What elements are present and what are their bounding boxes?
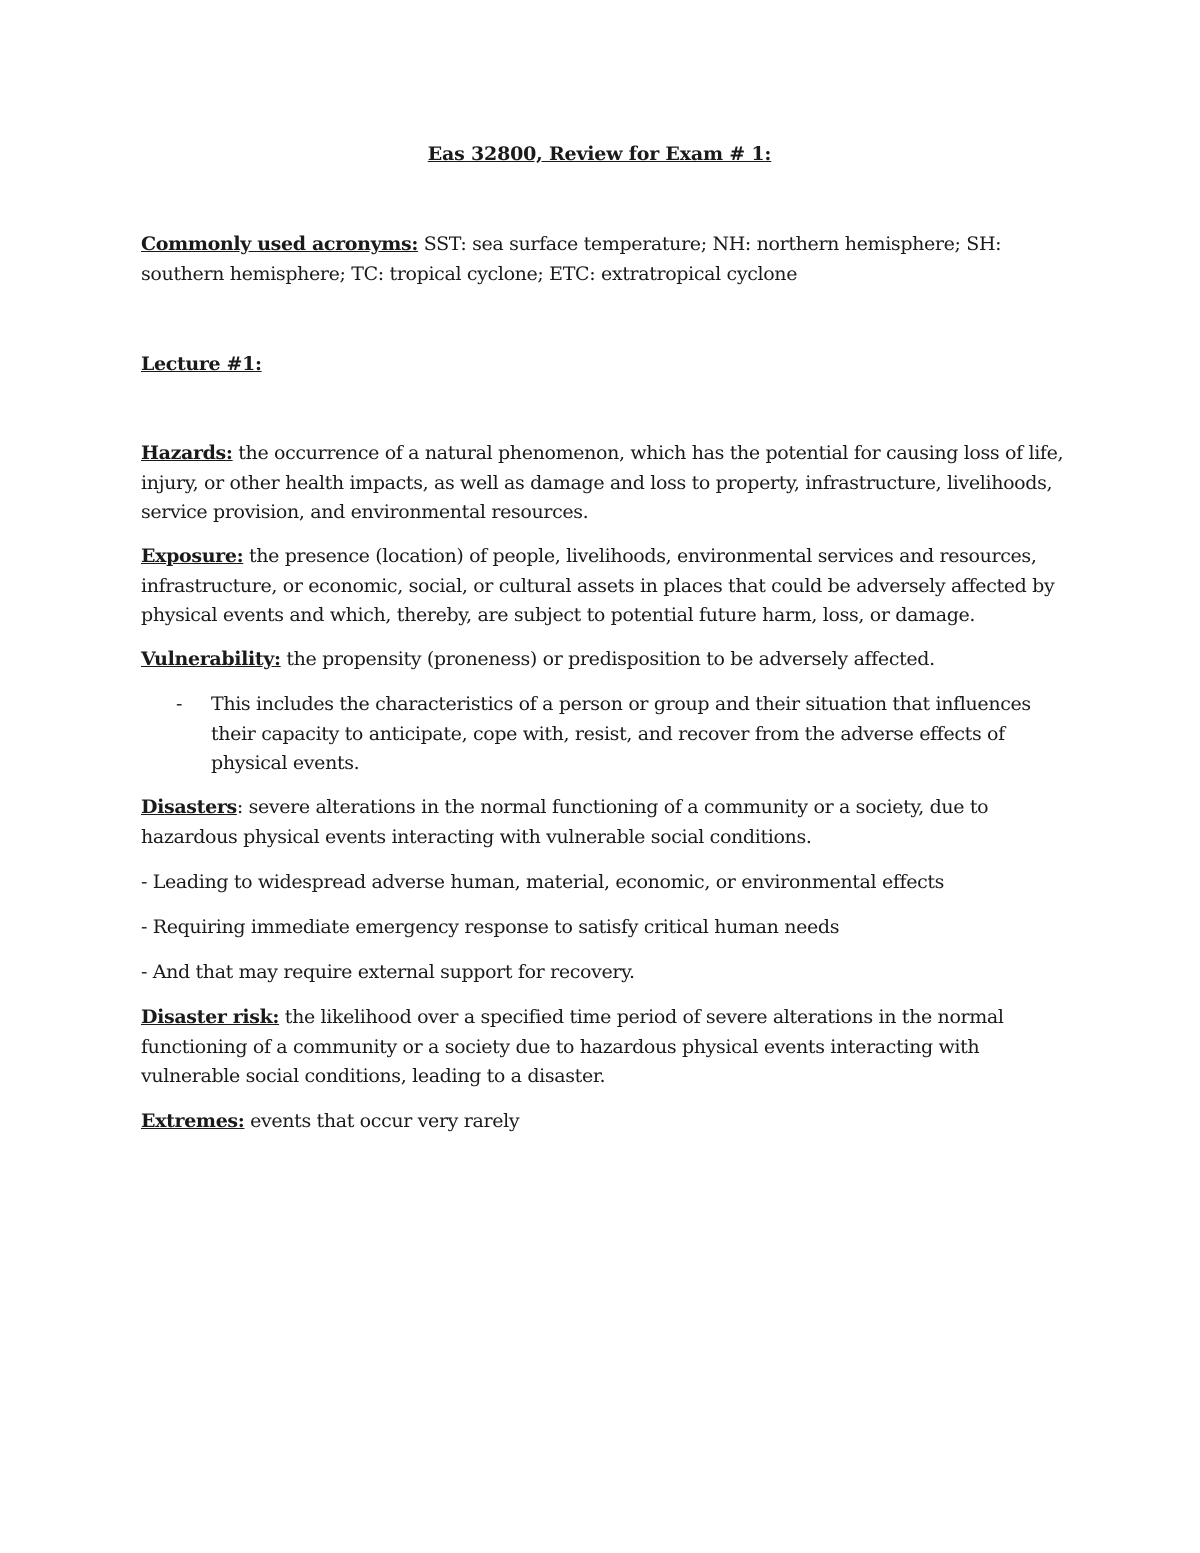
vulnerability-term: Vulnerability: bbox=[141, 648, 281, 670]
disasters-term: Disasters bbox=[141, 796, 237, 818]
acronyms-term: Commonly used acronyms: bbox=[141, 233, 419, 255]
extremes-term: Extremes: bbox=[141, 1110, 245, 1132]
disasters-point: - And that may require external support for recovery. bbox=[141, 961, 635, 983]
vulnerability-text: the propensity (proneness) or predisposition to be adversely affected. bbox=[280, 648, 935, 670]
disaster-risk-text: the likelihood over a specified time period of severe alterations in the normal functioning of a community or a society due to hazardous physical events interacting with vulnerable social conditions, leading to a disaster. bbox=[141, 1006, 1004, 1087]
exposure-paragraph bbox=[141, 542, 1066, 631]
extremes-paragraph bbox=[141, 1107, 1066, 1137]
lecture-heading bbox=[141, 350, 1066, 380]
hazards-term: Hazards: bbox=[141, 442, 233, 464]
vulnerability-paragraph bbox=[141, 645, 1066, 675]
hazards-paragraph bbox=[141, 439, 1066, 528]
page-title: Eas 32800, Review for Exam # 1: bbox=[427, 143, 772, 165]
exposure-text: the presence (location) of people, livelihoods, environmental services and resources, infrastructure, or economic, social, or cultural assets in places that could be adversely affected by physical events and which, thereby, are subject to potential future harm, loss, or damage. bbox=[141, 545, 1055, 626]
hazards-text: the occurrence of a natural phenomenon, which has the potential for causing loss of life, injury, or other health impacts, as well as damage and loss to property, infrastructure, livelihoods, service provision, and environmental resources. bbox=[141, 442, 1064, 523]
vulnerability-bullet: This includes the characteristics of a person or group and their situation that influences their capacity to anticipate, cope with, resist, and recover from the adverse effects of physical events. bbox=[211, 693, 1031, 774]
disaster-risk-paragraph bbox=[141, 1003, 1066, 1092]
acronyms-paragraph bbox=[141, 230, 1066, 289]
exposure-term: Exposure: bbox=[141, 545, 244, 567]
bullet-dash: - bbox=[176, 693, 183, 715]
disasters-text: : severe alterations in the normal functioning of a community or a society, due to hazardous physical events interacting with vulnerable social conditions. bbox=[141, 796, 989, 848]
disasters-paragraph bbox=[141, 793, 1066, 852]
extremes-text: events that occur very rarely bbox=[244, 1110, 520, 1132]
disasters-point: - Leading to widespread adverse human, material, economic, or environmental effects bbox=[141, 871, 945, 893]
lecture-heading-text: Lecture #1: bbox=[141, 353, 262, 375]
acronyms-text: SST: sea surface temperature; NH: northern hemisphere; SH: southern hemisphere; TC: tropical cyclone; ETC: extratropical cyclone bbox=[141, 233, 1002, 285]
disaster-risk-term: Disaster risk: bbox=[141, 1006, 280, 1028]
disasters-point: - Requiring immediate emergency response to satisfy critical human needs bbox=[141, 916, 840, 938]
